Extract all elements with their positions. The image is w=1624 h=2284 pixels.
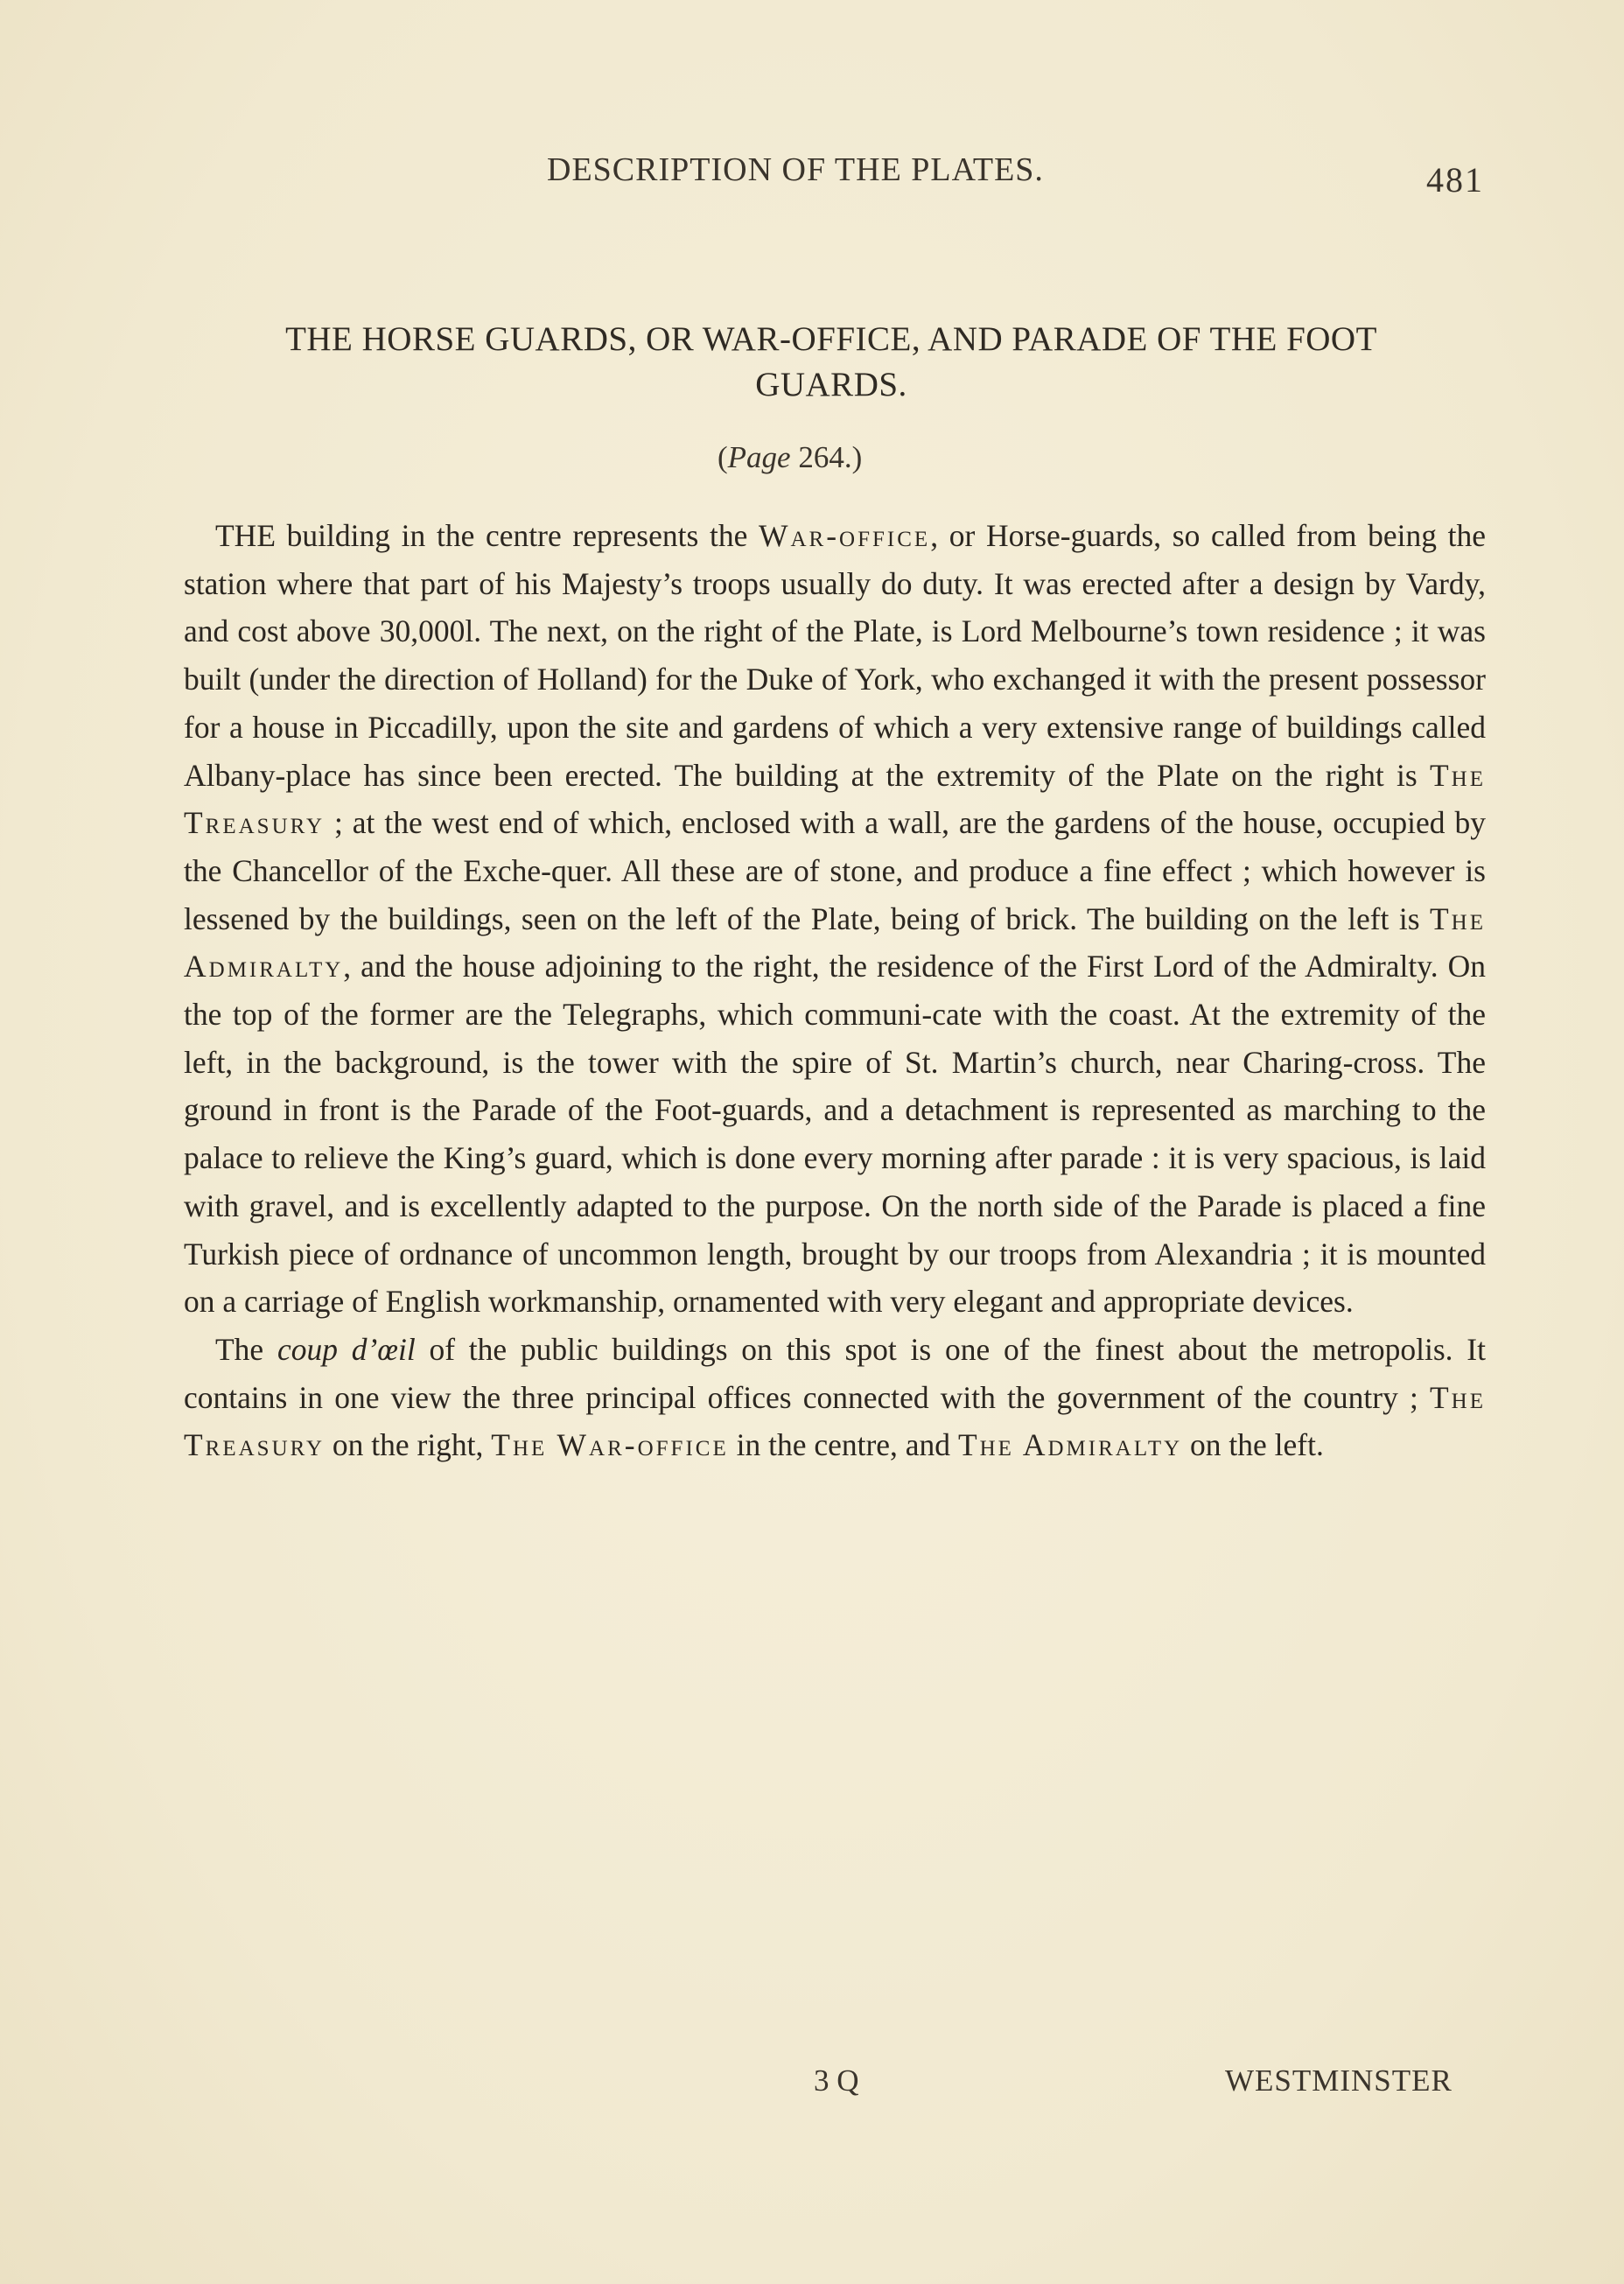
- small-caps-run: The Admiralty: [957, 1427, 1183, 1463]
- text-run: of the public buildings on this spot is one of the finest about the metropolis. It contains in one view the three principal offices connected with the government of the country ;: [184, 1331, 1486, 1415]
- paragraph-2: [184, 1326, 1486, 1469]
- text-run: , or Horse-guards, so called from being the station where that part of his Majesty’s troops usually do duty. It was erected after a design by Vardy, and cost above 30,000l. The next, on the right of the Plate, is Lord Melbourne’s town residence ; it was built (under the direction of Holland) for the Duke of York, who exchanged it with the present possessor for a house in Piccadilly, upon the site and gardens of which a very extensive range of buildings called Albany-place has since been erected. The building at the extremity of the Plate on the right is: [184, 518, 1487, 793]
- page-reference: [718, 440, 862, 475]
- small-caps-run: The Admiralty: [184, 900, 1486, 984]
- body-text: [184, 512, 1486, 1469]
- paragraph-1: [184, 512, 1486, 1326]
- page-number: 481: [1426, 160, 1484, 200]
- page-ref-italic: Page: [727, 440, 791, 474]
- page-ref-rest: 264.): [790, 440, 863, 474]
- plate-title-line-2: GUARDS.: [755, 366, 907, 403]
- running-head: DESCRIPTION OF THE PLATES.: [547, 151, 1044, 188]
- text-run: The: [215, 1331, 277, 1367]
- signature-mark: 3 Q: [814, 2063, 859, 2098]
- text-run: , and the house adjoining to the right, the residence of the First Lord of the Admiralty. On the top of the former are the Telegraphs, which communi-cate with the coast. At the extremity of the left, in the background, is the tower with the spire of St. Martin’s church, near Charing-cross. The ground in front is the Parade of the Foot-guards, and a detachment is represented as marching to the palace to relieve the King’s guard, which is done every morning after parade : it is very spacious, is laid with gravel, and is excellently adapted to the purpose. On the north side of the Parade is placed a fine Turkish piece of ordnance of uncommon length, brought by our troops from Alexandria ; it is mounted on a carriage of English workmanship, ornamented with very elegant and appropriate devices.: [184, 949, 1486, 1320]
- text-run: THE building in the centre represents the: [215, 518, 759, 553]
- text-run: ; at the west end of which, enclosed with a wall, are the gardens of the house, occupied by the Chancellor of the Exche-quer. All these are of stone, and produce a fine effect ; which however is lessened by the buildings, seen on the left of the Plate, being of brick. The building on the left is: [184, 805, 1486, 936]
- small-caps-run: The Treasury: [184, 1379, 1486, 1463]
- catchword: WESTMINSTER: [1225, 2063, 1452, 2098]
- plate-title-line-1: THE HORSE GUARDS, OR WAR-OFFICE, AND PARADE OF THE FOOT: [285, 320, 1377, 358]
- text-run: on the right,: [325, 1427, 492, 1463]
- small-caps-run: The Treasury: [184, 757, 1486, 841]
- text-run: on the left.: [1182, 1427, 1324, 1463]
- page-ref-open: (: [718, 440, 728, 474]
- plate-title: [184, 317, 1479, 408]
- text-run: in the centre, and: [728, 1427, 958, 1463]
- small-caps-run: The War-office: [491, 1427, 729, 1463]
- italic-run: coup d’œil: [276, 1331, 416, 1367]
- small-caps-run: War-office: [759, 518, 931, 553]
